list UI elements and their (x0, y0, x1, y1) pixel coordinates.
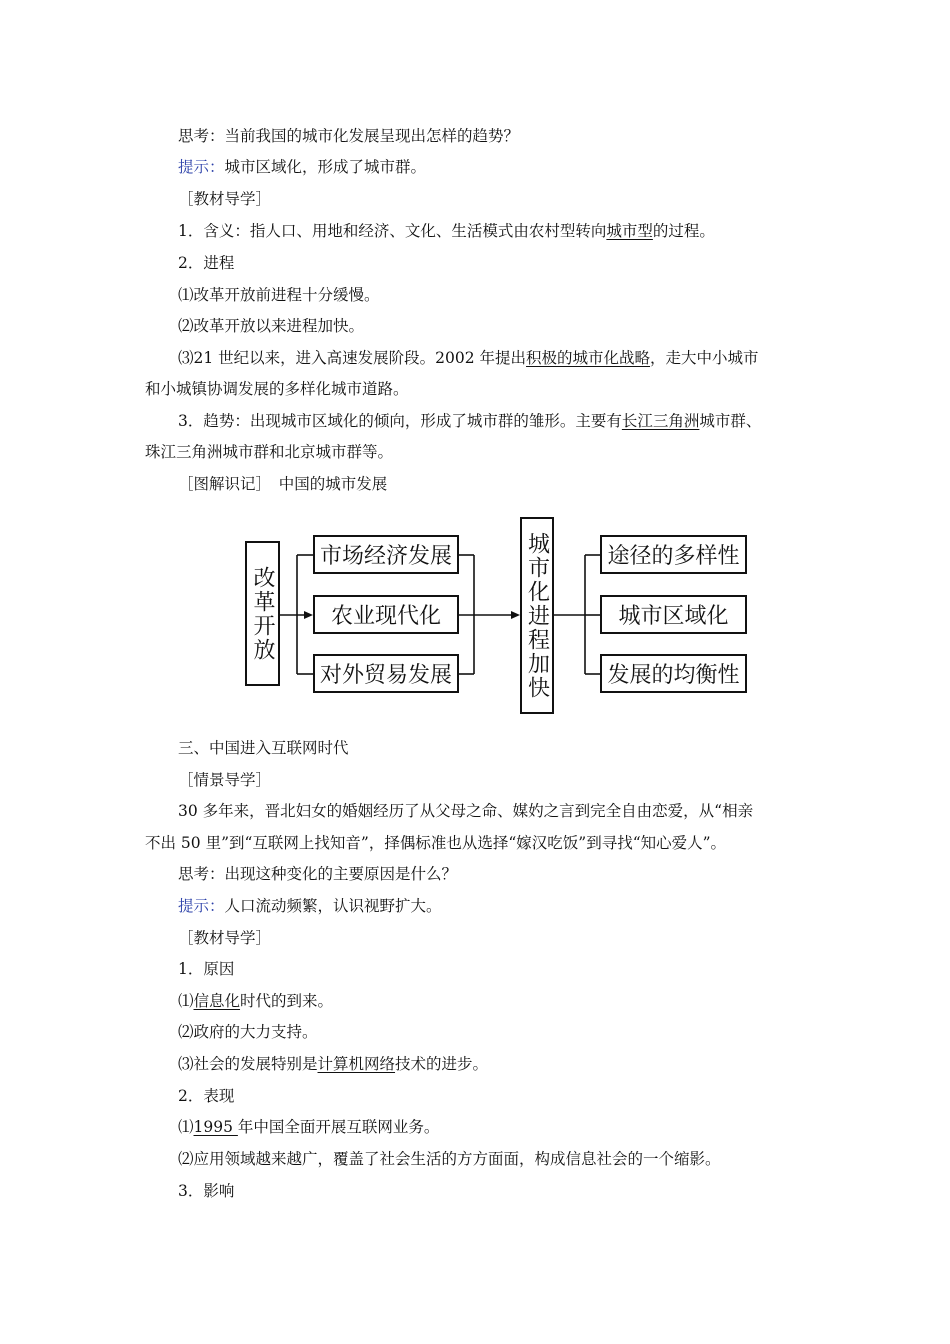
item-manifest: 2．表现 (178, 1087, 235, 1105)
item-process-3-line2: 和小城镇协调发展的多样化城市道路。 (145, 380, 409, 398)
scene-line1: 30 多年来，晋北妇女的婚姻经历了从父母之命、媒妁之言到完全自由恋爱，从“相亲 (178, 802, 754, 820)
path-diversity-label: 途径的多样性 (607, 544, 740, 569)
market-economy-box (313, 535, 459, 574)
diagram-label: ［图解识记］ 中国的城市发展 (178, 475, 388, 493)
agri-modernization-box (313, 595, 459, 634)
textbook-guide-label-2: ［教材导学］ (178, 929, 272, 947)
item-reasons-1-underlined: 信息化 (193, 992, 241, 1010)
item-meaning-pre: 1．含义：指人口、用地和经济、文化、生活模式由农村型转向 (178, 222, 607, 240)
hint-label-2: 提示： (178, 897, 225, 915)
scene-line2: 不出 50 里”到“互联网上找知音”，择偶标准也从选择“嫁汉吃饭”到寻找“知心爱人”。 (145, 834, 727, 852)
item-process: 2．进程 (178, 254, 235, 272)
balanced-development-box (600, 654, 747, 693)
hint-text-2: 人口流动频繁，认识视野扩大。 (224, 897, 442, 915)
item-reasons-2: ⑵政府的大力支持。 (178, 1023, 318, 1041)
foreign-trade-label: 对外贸易发展 (319, 663, 452, 688)
item-reasons-3-pre: ⑶社会的发展特别是 (178, 1055, 318, 1073)
item-process-3-underlined: 积极的城市化战略 (526, 349, 651, 367)
item-trend-post: 城市群、 (699, 412, 762, 430)
item-meaning-post: 的过程。 (652, 222, 715, 240)
urbanization-box (520, 517, 554, 714)
think-question-1: 思考：当前我国的城市化发展呈现出怎样的趋势？ (178, 127, 520, 145)
item-manifest-1-pre: ⑴ (178, 1118, 194, 1136)
item-trend-line2: 珠江三角洲城市群和北京城市群等。 (145, 443, 394, 461)
item-reasons-3-underlined: 计算机网络 (317, 1055, 396, 1073)
urban-regionalization-box (600, 595, 747, 634)
item-process-2: ⑵改革开放以来进程加快。 (178, 317, 365, 335)
foreign-trade-box (313, 654, 459, 693)
scene-guide-label: ［情景导学］ (178, 771, 272, 789)
item-meaning-underlined: 城市型 (606, 222, 653, 240)
item-manifest-1-underlined: 1995 (193, 1118, 238, 1136)
reform-opening-label: 改革开放 (250, 565, 275, 662)
item-manifest-1-post: 年中国全面开展互联网业务。 (237, 1118, 440, 1136)
item-process-3-post: ，走大中小城市 (650, 349, 759, 367)
textbook-guide-label-1: ［教材导学］ (178, 190, 272, 208)
item-reasons-1-pre: ⑴ (178, 992, 194, 1010)
urban-regionalization-label: 城市区域化 (618, 604, 729, 629)
think-question-2: 思考：出现这种变化的主要原因是什么？ (178, 865, 458, 883)
hint-2 (178, 896, 858, 916)
hint-text: 城市区域化，形成了城市群。 (224, 158, 427, 176)
urbanization-label: 城市化进程加快 (524, 531, 550, 700)
section3-heading: 三、中国进入互联网时代 (178, 739, 349, 757)
market-economy-label: 市场经济发展 (319, 544, 452, 569)
item-impact: 3．影响 (178, 1182, 235, 1200)
item-manifest-2: ⑵应用领域越来越广，覆盖了社会生活的方方面面，构成信息社会的一个缩影。 (178, 1150, 721, 1168)
item-reasons-1-post: 时代的到来。 (240, 992, 334, 1010)
item-trend-pre: 3．趋势：出现城市区域化的倾向，形成了城市群的雏形。主要有 (178, 412, 622, 430)
item-process-1: ⑴改革开放前进程十分缓慢。 (178, 286, 380, 304)
item-reasons-1 (178, 991, 858, 1011)
item-reasons-3-post: 技术的进步。 (395, 1055, 489, 1073)
agri-modernization-label: 农业现代化 (330, 604, 441, 629)
item-trend-underlined: 长江三角洲 (621, 412, 700, 430)
item-reasons: 1．原因 (178, 960, 235, 978)
balanced-development-label: 发展的均衡性 (607, 663, 740, 688)
item-manifest-1 (178, 1117, 858, 1137)
hint-label: 提示： (178, 158, 225, 176)
item-reasons-3 (178, 1054, 858, 1074)
path-diversity-box (600, 535, 747, 574)
item-process-3-pre: ⑶21 世纪以来，进入高速发展阶段。2002 年提出 (178, 349, 527, 367)
reform-opening-box (245, 541, 280, 686)
